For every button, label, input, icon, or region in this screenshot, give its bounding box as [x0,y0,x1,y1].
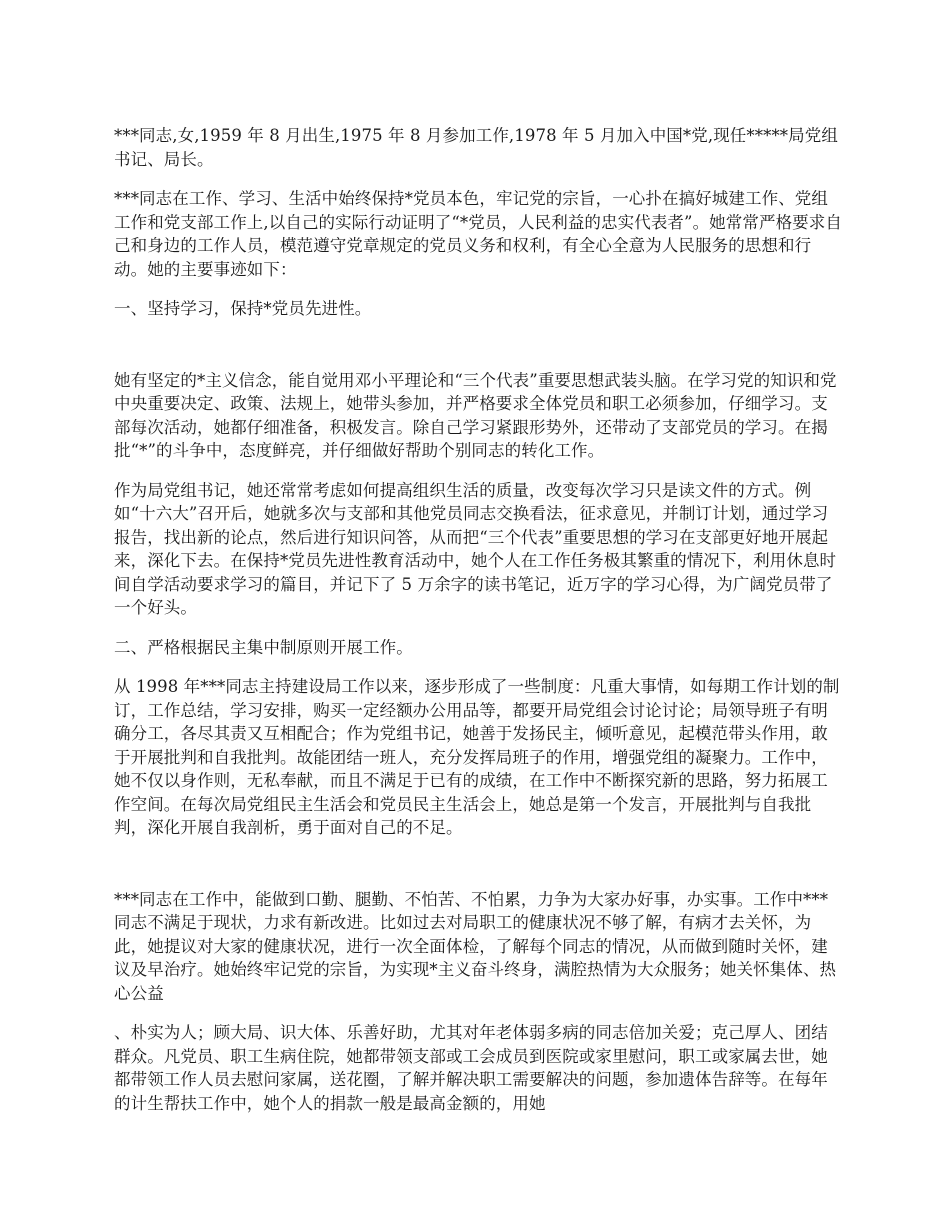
paragraph-intro: ***同志,女,1959 年 8 月出生,1975 年 8 月参加工作,1978 年 5 月加入中国*党,现任*****局党组书记、局长。 [114,126,838,169]
paragraph-democracy: 从 1998 年***同志主持建设局工作以来，逐步形成了一些制度：凡重大事情，如每期工作计划的制订，工作总结，学习安排，购买一定经额办公用品等，都要开局党组会讨论讨论；局领导班子有明确分工，各尽其责又互相配合；作为党组书记，她善于发扬民主，倾听意见，起模范带头作用，敢于开展批判和自我批判。故能团结一班人，充分发挥局班子的作用，增强党组的凝聚力。工作中，她不仅以身作则，无私奉献，而且不满足于已有的成绩，在工作中不断探究新的思路，努力拓展工作空间。在每次局党组民主生活会和党员民主生活会上，她总是第一个发言，开展批判与自我批判，深化开展自我剖析，勇于面对自己的不足。 [114,677,840,837]
paragraph-care-1: ***同志在工作中，能做到口勤、腿勤、不怕苦、不怕累，力争为大家办好事，办实事。工作中***同志不满足于现状，力求有新改进。比如过去对局职工的健康状况不够了解，有病才去关怀，为此，她提议对大家的健康状况，进行一次全面体检，了解每个同志的情况，从而做到随时关怀，建议及早治疗。她始终牢记党的宗旨，为实现*主义奋斗终身，满腔热情为大众服务；她关怀集体、热心公益 [114,889,837,1003]
paragraph-study-1: 她有坚定的*主义信念，能自觉用邓小平理论和“三个代表”重要思想武装头脑。在学习党的知识和党中央重要决定、政策、法规上，她带头参加，并严格要求全体党员和职工必须参加，仔细学习。支部每次活动，她都仔细准备，积极发言。除自己学习紧跟形势外，还带动了支部党员的学习。在揭批“*”的斗争中，态度鲜亮，并仔细做好帮助个别同志的转化工作。 [114,370,837,460]
paragraph-care-2: 、朴实为人；顾大局、识大体、乐善好助，尤其对年老体弱多病的同志倍加关爱；克己厚人、团结群众。凡党员、职工生病住院，她都带领支部或工会成员到医院或家里慰问，职工或家属去世，她都带领工作人员去慰问家属，送花圈，了解并解决职工需要解决的问题，参加遗体告辞等。在每年的计生帮扶工作中，她个人的捐款一般是最高金额的，用她 [114,1023,828,1113]
section-heading-1: 一、坚持学习，保持*党员先进性。 [114,299,372,318]
paragraph-summary: ***同志在工作、学习、生活中始终保持*党员本色，牢记党的宗旨，一心扑在搞好城建工作、党组工作和党支部工作上,以自己的实际行动证明了“*党员，人民利益的忠实代表者”。她常常严格要求自己和身边的工作人员，模范遵守党章规定的党员义务和权利，有全心全意为人民服务的思想和行动。她的主要事迹如下： [114,189,842,279]
section-heading-2: 二、严格根据民主集中制原则开展工作。 [114,637,413,657]
paragraph-study-2: 作为局党组书记，她还常常考虑如何提高组织生活的质量，改变每次学习只是读文件的方式。例如“十六大”召开后，她就多次与支部和其他党员同志交换看法，征求意见，并制订计划，通过学习报告，找出新的论点，然后进行知识问答，从而把“三个代表”重要思想的学习在支部更好地开展起来，深化下去。在保持*党员先进性教育活动中，她个人在工作任务极其繁重的情况下，利用休息时间自学活动要求学习的篇目，并记下了 5 万余字的读书笔记，近万字的学习心得，为广阔党员带了一个好头。 [114,480,837,617]
document-body [114,124,842,1131]
